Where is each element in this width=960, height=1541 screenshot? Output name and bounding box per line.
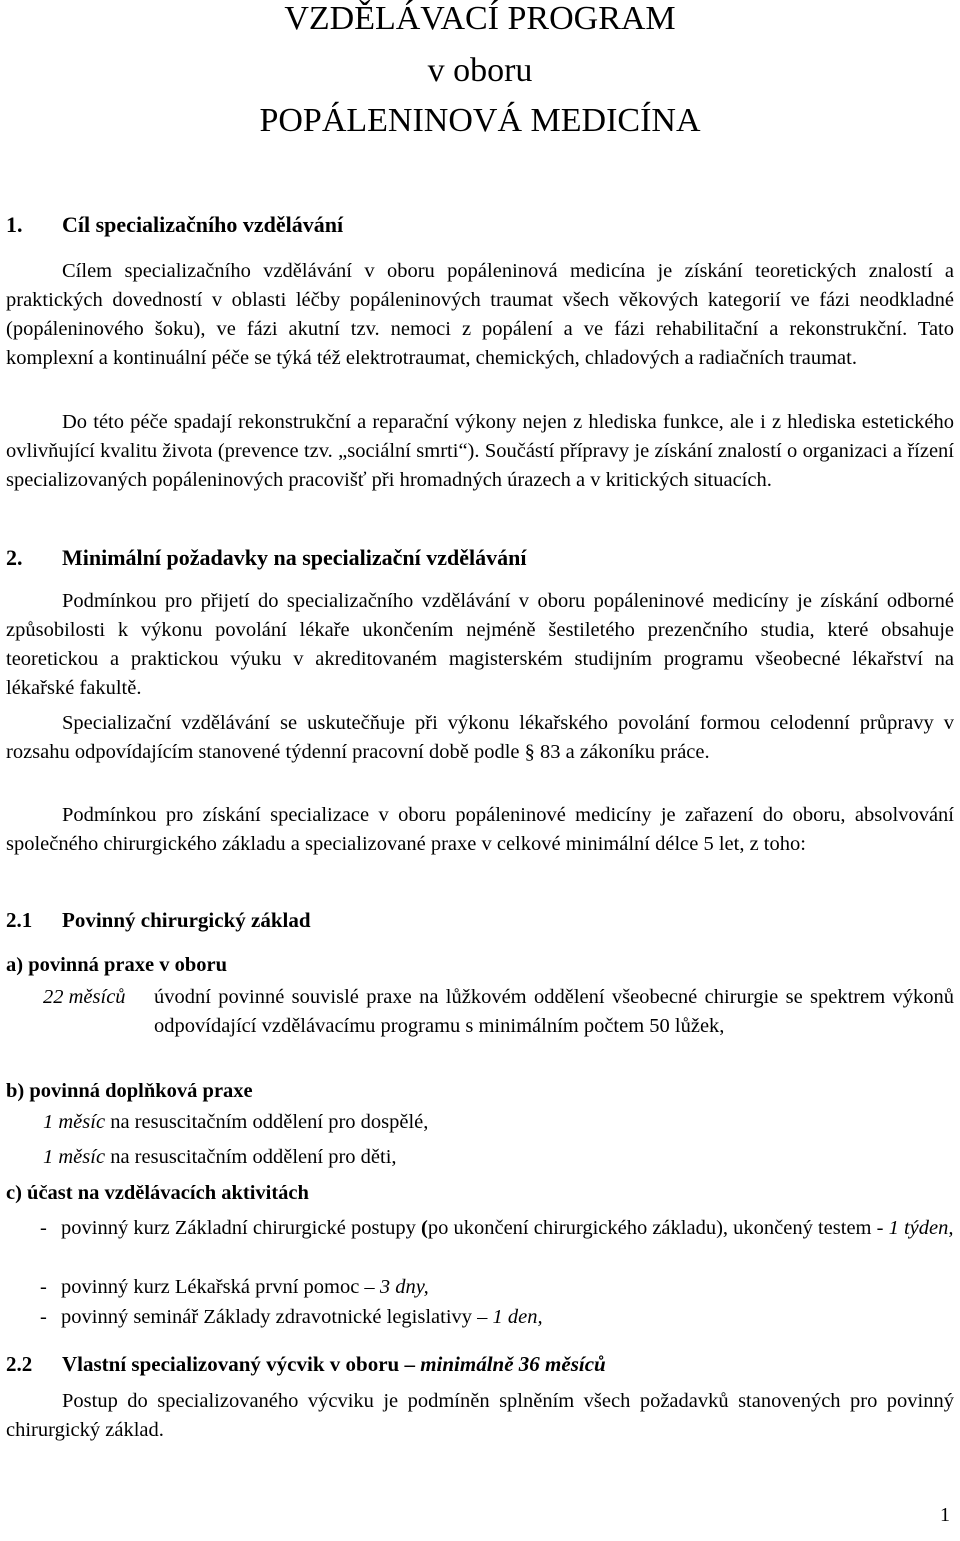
section-2-2-heading: [6, 1352, 606, 1377]
page-number: 1: [940, 1504, 950, 1526]
section-number: 2.: [6, 545, 23, 570]
c-item-2-dash: -: [40, 1276, 47, 1298]
section-1-paragraph-1: Cílem specializačního vzdělávání v oboru popáleninová medicína je získání teoretických znalostí a praktických dovedností v oblasti léčby popáleninových traumat všech věkových kategorií ve fázi neodkladné (popáleninového šoku), ve fázi akutní tzv. nemoci z popálení a ve fázi rehabilitační a rekonstrukční. Tato komplexní a kontinuální péče se týká též elektrotraumat, chemických, chladových a radiačních traumat.: [6, 260, 954, 369]
section-number: 2.2: [6, 1352, 33, 1376]
section-title: Povinný chirurgický základ: [62, 908, 311, 932]
section-2-heading: [6, 545, 526, 571]
section-1-paragraph-2: Do této péče spadají rekonstrukční a reparační výkony nejen z hlediska funkce, ale i z hlediska estetického ovlivňující kvalitu života (prevence tzv. „sociální smrti“). Součástí přípravy je získání znalostí o organizaci a řízení specializovaných popáleninových pracovišť při hromadných úrazech a v kritických situacích.: [6, 411, 954, 491]
a-duration: 22 měsíců: [43, 986, 126, 1008]
b-item-2: 1 měsíc na resuscitačním oddělení pro děti,: [43, 1146, 397, 1168]
section-title: Vlastní specializovaný výcvik v oboru –: [62, 1352, 421, 1376]
section-number: 1.: [6, 212, 23, 237]
section-number: 2.1: [6, 908, 33, 932]
section-2-paragraph-3: Podmínkou pro získání specializace v oboru popáleninové medicíny je zařazení do oboru, absolvování společného chirurgického základu a specializované praxe v celkové minimální délce 5 let, z toho:: [6, 804, 954, 855]
section-duration: minimálně 36 měsíců: [420, 1352, 606, 1376]
c-item-1-dash: -: [40, 1217, 47, 1239]
c-item-1: povinný kurz Základní chirurgické postupy (po ukončení chirurgického základu), ukončený testem - 1 týden,: [61, 1217, 954, 1239]
section-2-paragraph-2: Specializační vzdělávání se uskutečňuje při výkonu lékařského povolání formou celodenní průpravy v rozsahu odpovídajícím stanovené týdenní pracovní době podle § 83 a zákoníku práce.: [6, 712, 954, 763]
c-item-3-dash: -: [40, 1306, 47, 1328]
c-item-2: povinný kurz Lékařská první pomoc – 3 dny,: [61, 1276, 429, 1298]
subsection-a-heading: a) povinná praxe v oboru: [6, 954, 227, 976]
subsection-b-heading: b) povinná doplňková praxe: [6, 1080, 253, 1102]
section-2-2-paragraph: Postup do specializovaného výcviku je podmíněn splněním všech požadavků stanovených pro povinný chirurgický základ.: [6, 1390, 954, 1441]
document-subtitle: v oboru: [427, 52, 533, 89]
c-item-3: povinný seminář Základy zdravotnické legislativy – 1 den,: [61, 1306, 543, 1328]
b-item-1: 1 měsíc na resuscitačním oddělení pro dospělé,: [43, 1111, 429, 1133]
section-2-1-heading: [6, 908, 311, 933]
a-description: úvodní povinné souvislé praxe na lůžkovém oddělení všeobecné chirurgie se spektrem výkonů odpovídající vzdělávacímu programu s minimálním počtem 50 lůžek,: [154, 986, 954, 1037]
section-2-paragraph-1: Podmínkou pro přijetí do specializačního vzdělávání v oboru popáleninové medicíny je získání odborné způsobilosti k výkonu povolání lékaře ukončením nejméně šestiletého prezenčního studia, které obsahuje teoretickou a praktickou výuku v akreditovaném magisterském studijním programu všeobecné lékařství na lékařské fakultě.: [6, 590, 954, 699]
section-1-heading: [6, 212, 343, 238]
field-title: POPÁLENINOVÁ MEDICÍNA: [259, 102, 701, 139]
section-title: Cíl specializačního vzdělávání: [62, 212, 344, 237]
document-title: VZDĚLÁVACÍ PROGRAM: [284, 0, 676, 37]
subsection-c-heading: c) účast na vzdělávacích aktivitách: [6, 1182, 309, 1204]
section-title: Minimální požadavky na specializační vzdělávání: [62, 545, 527, 570]
